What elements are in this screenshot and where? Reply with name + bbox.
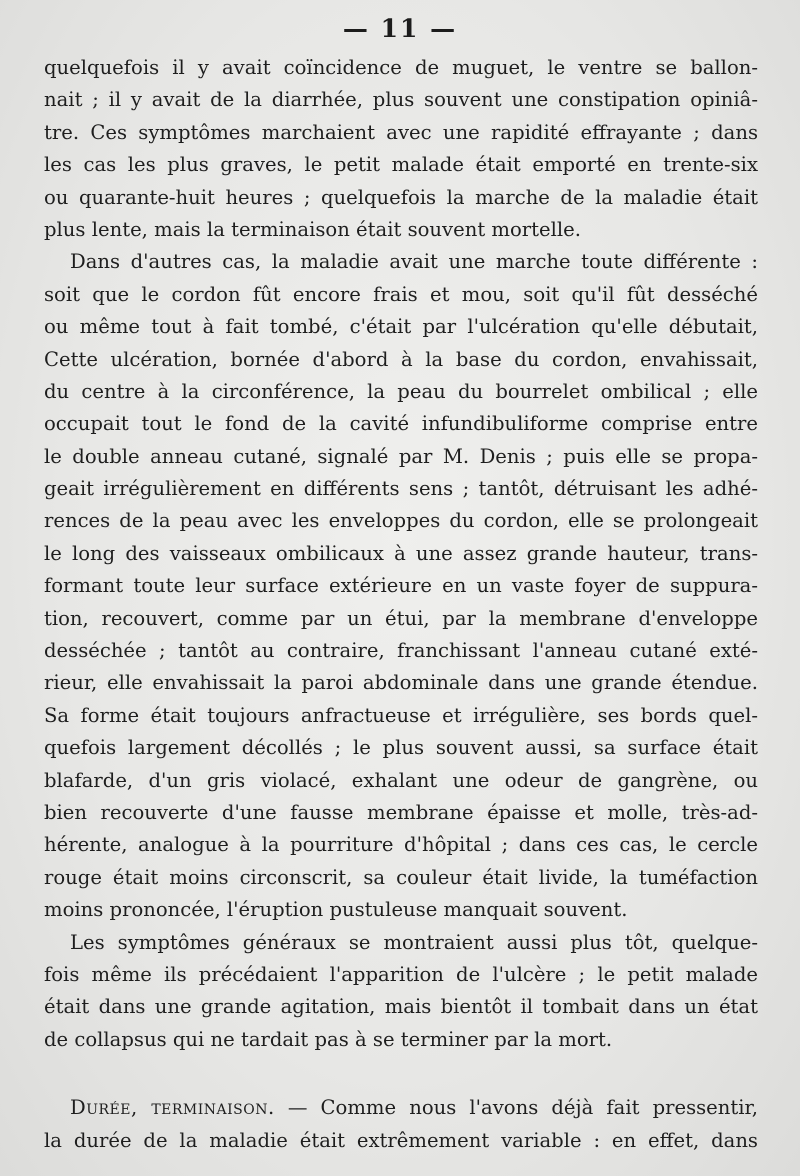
text-line: la durée de la maladie était extrêmement variable : en effet, dans xyxy=(44,1128,758,1152)
text-line: moins prononcée, l'éruption pustuleuse manquait souvent. xyxy=(44,898,628,922)
text-line: rences de la peau avec les enveloppes du cordon, elle se prolongeait xyxy=(44,509,758,533)
text-line: plus lente, mais la terminaison était souvent mortelle. xyxy=(44,217,582,241)
text-line: rieur, elle envahissait la paroi abdominale dans une grande étendue. xyxy=(44,671,758,695)
text-line: Dans d'autres cas, la maladie avait une marche toute différente : xyxy=(70,250,758,274)
text-line: blafarde, d'un gris violacé, exhalant une odeur de gangrène, ou xyxy=(44,768,758,792)
paragraph xyxy=(44,52,758,246)
text-line: le double anneau cutané, signalé par M. Denis ; puis elle se propa- xyxy=(44,444,758,468)
text-line: quelquefois il y avait coïncidence de muguet, le ventre se ballon- xyxy=(44,56,758,79)
paragraph xyxy=(44,246,758,926)
text-line: les cas les plus graves, le petit malade était emporté en trente-six xyxy=(44,153,758,177)
text-line: tion, recouvert, comme par un étui, par la membrane d'enveloppe xyxy=(44,606,758,630)
text-line: Les symptômes généraux se montraient aussi plus tôt, quelque- xyxy=(70,930,758,954)
page-number: — 11 — xyxy=(342,14,458,43)
section-text: — Comme nous l'avons déjà fait pressentir, xyxy=(274,1096,758,1120)
text-line: quefois largement décollés ; le plus souvent aussi, sa surface était xyxy=(44,736,758,760)
body-text xyxy=(44,52,758,1157)
text-line: Cette ulcération, bornée d'abord à la base du cordon, envahissait, xyxy=(44,347,758,371)
text-line: rouge était moins circonscrit, sa couleur était livide, la tuméfaction xyxy=(44,865,758,889)
section xyxy=(44,1092,758,1157)
text-line: soit que le cordon fût encore frais et mou, soit qu'il fût desséché xyxy=(44,282,758,306)
text-line: formant toute leur surface extérieure en un vaste foyer de suppura- xyxy=(44,574,758,598)
text-line: tre. Ces symptômes marchaient avec une rapidité effrayante ; dans xyxy=(44,120,758,144)
text-line: le long des vaisseaux ombilicaux à une assez grande hauteur, trans- xyxy=(44,541,758,565)
paragraph xyxy=(44,927,758,1057)
text-line: Sa forme était toujours anfractueuse et irrégulière, ses bords quel- xyxy=(44,703,758,727)
text-line: du centre à la circonférence, la peau du bourrelet ombilical ; elle xyxy=(44,379,758,403)
text-line: desséchée ; tantôt au contraire, franchissant l'anneau cutané exté- xyxy=(44,639,758,663)
text-line: hérente, analogue à la pourriture d'hôpital ; dans ces cas, le cercle xyxy=(44,833,758,857)
text-line: fois même ils précédaient l'apparition de l'ulcère ; le petit malade xyxy=(44,962,758,986)
text-line xyxy=(44,1092,758,1124)
section-gap xyxy=(44,1056,758,1092)
section-heading: Durée, terminaison. xyxy=(70,1096,275,1120)
text-line: geait irrégulièrement en différents sens ; tantôt, détruisant les adhé- xyxy=(44,477,758,501)
text-line: nait ; il y avait de la diarrhée, plus souvent une constipation opiniâ- xyxy=(44,88,758,112)
text-line: de collapsus qui ne tardait pas à se terminer par la mort. xyxy=(44,1027,613,1051)
text-line: ou quarante-huit heures ; quelquefois la marche de la maladie était xyxy=(44,185,758,209)
text-line: bien recouverte d'une fausse membrane épaisse et molle, très-ad- xyxy=(44,800,758,824)
text-line: était dans une grande agitation, mais bientôt il tombait dans un état xyxy=(44,995,758,1019)
text-line: ou même tout à fait tombé, c'était par l'ulcération qu'elle débutait, xyxy=(44,315,758,339)
text-line: occupait tout le fond de la cavité infundibuliforme comprise entre xyxy=(44,412,758,436)
